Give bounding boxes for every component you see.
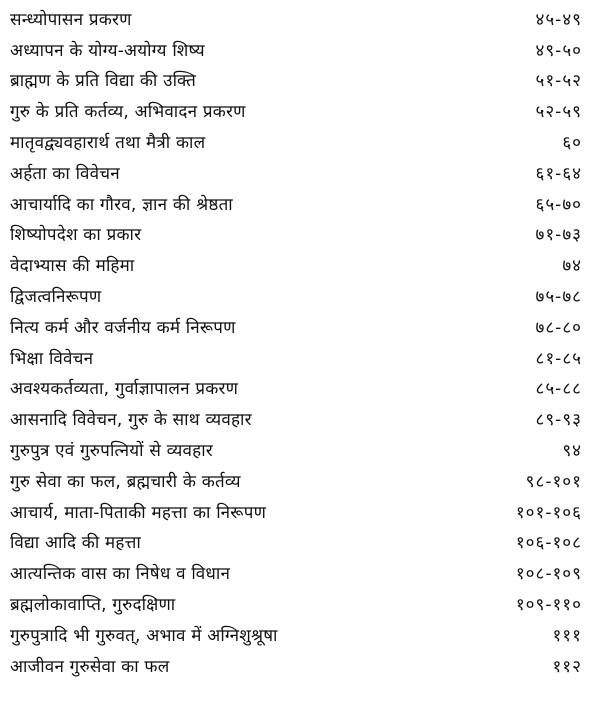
entry-title: आचार्यादि का गौरव, ज्ञान की श्रेष्ठता [10,194,233,215]
entry-pages: ७८-८० [535,317,582,338]
entry-title: भिक्षा विवेचन [10,348,94,369]
entry-pages: १०१-१०६ [515,502,582,523]
entry-pages: ९४ [562,441,582,462]
entry-pages: ५१-५२ [535,71,582,92]
toc-entry [0,65,600,96]
entry-pages: ८९-९३ [535,410,582,431]
entry-pages: ७५-७८ [535,287,582,308]
entry-pages: ४५-४९ [535,9,582,30]
entry-title: ब्राह्मण के प्रति विद्या की उक्ति [10,71,197,92]
toc-entry [0,557,600,588]
toc-entry [0,280,600,311]
entry-title: अवश्यकर्तव्यता, गुर्वाज्ञापालन प्रकरण [10,379,239,400]
entry-title: आजीवन गुरुसेवा का फल [10,656,170,677]
entry-title: अर्हता का विवेचन [10,163,120,184]
toc-entry [0,465,600,496]
toc-entry [0,496,600,527]
entry-pages: ६० [562,133,582,154]
entry-title: आचार्य, माता-पिताकी महत्ता का निरूपण [10,502,267,523]
toc-entry [0,373,600,404]
entry-pages: ११२ [552,656,582,677]
toc-entry [0,249,600,280]
toc-entry [0,403,600,434]
entry-pages: १०८-१०९ [515,564,582,585]
toc-entry [0,3,600,34]
entry-title: अध्यापन के योग्य-अयोग्य शिष्य [10,40,205,61]
entry-pages: ४९-५० [535,40,582,61]
toc-entry [0,188,600,219]
toc-entry [0,34,600,65]
toc-entry [0,588,600,619]
entry-title: विद्या आदि की महत्ता [10,533,141,554]
entry-title: नित्य कर्म और वर्जनीय कर्म निरूपण [10,317,236,338]
toc-entry [0,126,600,157]
entry-title: सन्ध्योपासन प्रकरण [10,9,132,30]
entry-pages: १११ [552,625,582,646]
toc-entry [0,619,600,650]
entry-title: वेदाभ्यास की महिमा [10,256,135,277]
entry-title: गुरु सेवा का फल, ब्रह्मचारी के कर्तव्य [10,471,241,492]
entry-pages: ५२-५९ [535,102,582,123]
entry-pages: ७१-७३ [535,225,582,246]
toc-entry [0,95,600,126]
entry-pages: १०९-११० [515,595,582,616]
entry-title: आसनादि विवेचन, गुरु के साथ व्यवहार [10,410,252,431]
toc-entry [0,342,600,373]
entry-title: शिष्योपदेश का प्रकार [10,225,142,246]
entry-pages: १०६-१०८ [515,533,582,554]
entry-pages: ६१-६४ [535,163,582,184]
entry-title: ब्रह्मलोकावाप्ति, गुरुदक्षिणा [10,595,176,616]
toc-entry [0,650,600,681]
toc-entry [0,527,600,558]
entry-title: गुरु के प्रति कर्तव्य, अभिवादन प्रकरण [10,102,246,123]
toc-entry [0,311,600,342]
entry-pages: ७४ [562,256,582,277]
entry-title: मातृवद्व्यवहारार्थ तथा मैत्री काल [10,133,206,154]
entry-title: द्विजत्वनिरूपण [10,287,102,308]
entry-title: गुरुपुत्रादि भी गुरुवत्, अभाव में अग्निशुश्रूषा [10,625,278,646]
toc-entry [0,219,600,250]
entry-pages: ८५-८८ [535,379,582,400]
entry-title: आत्यन्तिक वास का निषेध व विधान [10,564,231,585]
entry-title: गुरुपुत्र एवं गुरुपत्नियों से व्यवहार [10,441,213,462]
toc-entry [0,157,600,188]
entry-pages: ८१-८५ [535,348,582,369]
toc-entry [0,434,600,465]
entry-pages: ९८-१०१ [525,471,582,492]
entry-pages: ६५-७० [535,194,582,215]
